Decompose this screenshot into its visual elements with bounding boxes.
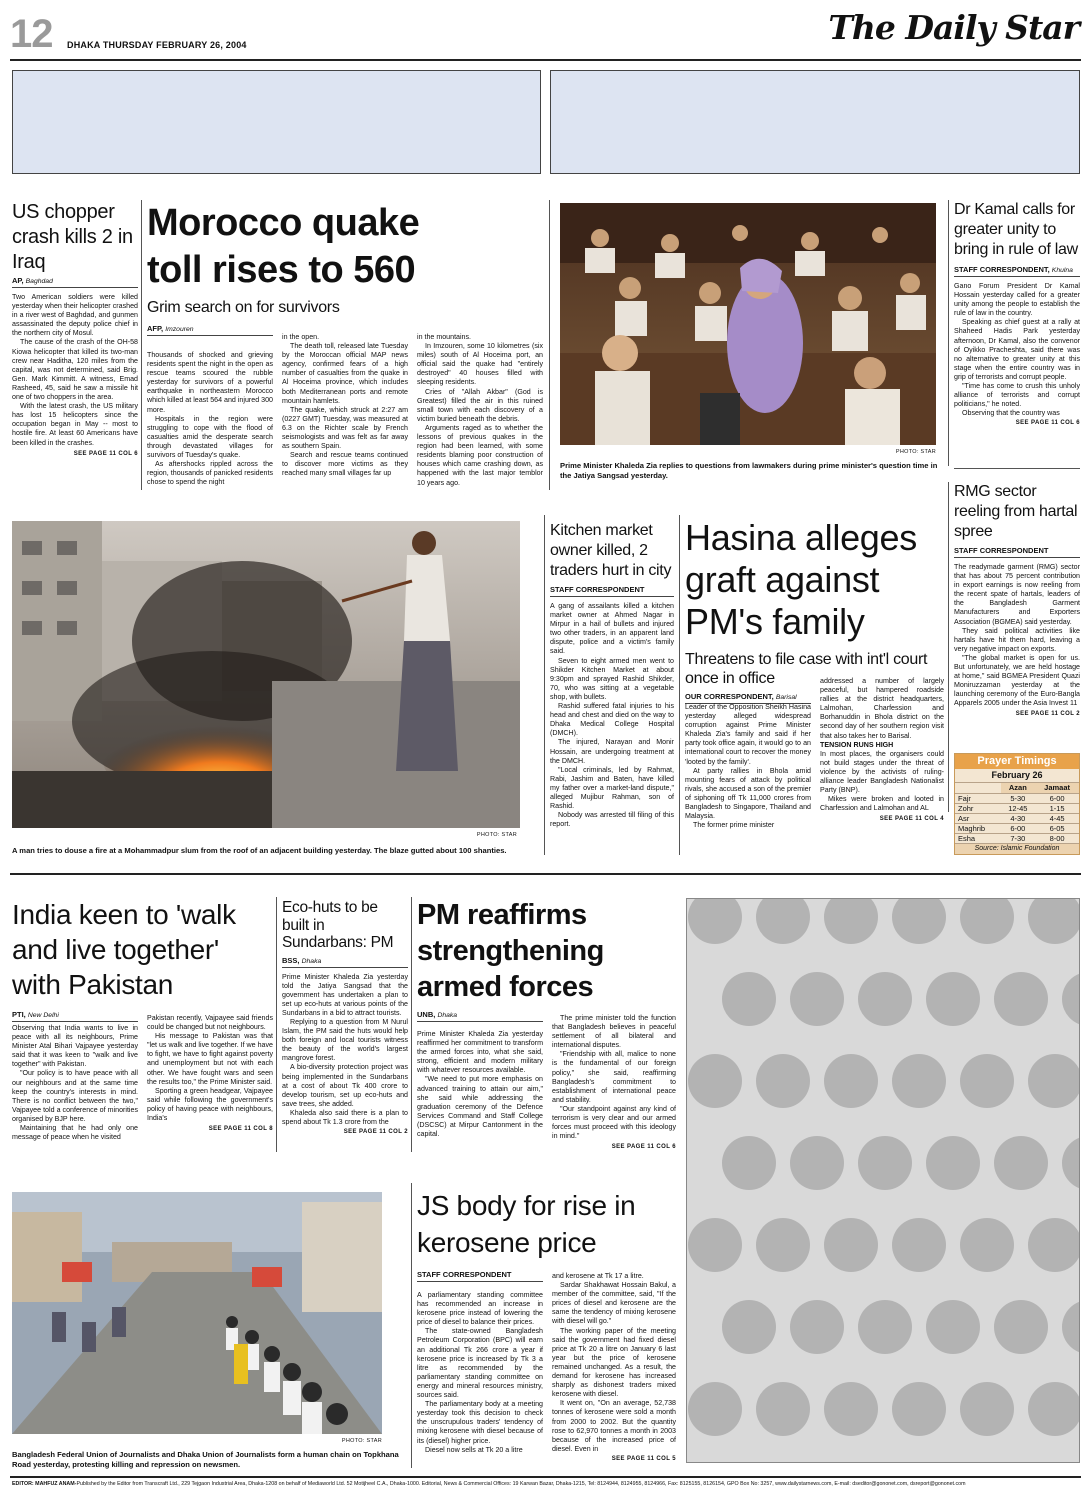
column-rule bbox=[948, 482, 949, 812]
column-rule bbox=[948, 200, 949, 466]
column-rule bbox=[679, 515, 680, 855]
headline: PM reaffirms strengthening armed forces bbox=[417, 899, 604, 1003]
headline: US chopper crash kills 2 in Iraq bbox=[12, 201, 133, 273]
paragraph: Replying to a question from M Nurul Islam, the PM said the huts would help both foreign and local tourists witness the beauty of the world's largest mangrove forest. bbox=[282, 1017, 408, 1063]
hasina-col2 bbox=[820, 677, 944, 825]
paragraph: The cause of the crash of the OH-58 Kiowa helicopter that killed its two-man crew near Haditha, 120 miles from the capital, was not determined, said Brig. Gen. Mark Kimmitt. A witness, Emad Rasheed, 45, said he saw a missile hit one of two choppers in the area. bbox=[12, 338, 138, 402]
prayer-timings-box bbox=[954, 753, 1080, 855]
dot bbox=[756, 899, 810, 944]
dot bbox=[688, 1218, 742, 1272]
dot bbox=[1028, 1382, 1080, 1436]
headline: Morocco quake toll rises to 560 bbox=[147, 202, 420, 291]
paragraph: At party rallies in Bhola amid mounting fears of attack by political rivals, she accused a son of the premier of siphoning off Tk 11,000 crores from Bangladesh to Singapore, Thailand and Malaysia. bbox=[685, 766, 811, 821]
paragraph: The working paper of the meeting said the government had fixed diesel price at Tk 20 a litre on January 6 last year but the price of kerosene remained unchanged. As a result, the demand for kerosene has increased sharply as dishonest traders mixed kerosene with diesel. bbox=[552, 1326, 676, 1399]
dot bbox=[926, 1136, 980, 1190]
prayer-source: Source: Islamic Foundation bbox=[955, 844, 1079, 854]
jamaat-time: 6-05 bbox=[1035, 823, 1079, 833]
paragraph: It went on, "On an average, 52,738 tonnes of kerosene were sold a month from 2000 to 2002. But the quantity rose to 62,970 tonnes a month in 2003 because of the increased price of diesel. Even in bbox=[552, 1399, 676, 1453]
continued-link[interactable]: SEE PAGE 11 COL 6 bbox=[611, 1144, 676, 1151]
dot bbox=[960, 1054, 1014, 1108]
azan-time: 12-45 bbox=[1001, 803, 1036, 813]
headline: Kitchen market owner killed, 2 traders hurt in city bbox=[550, 522, 672, 579]
dot bbox=[1062, 1136, 1080, 1190]
dot bbox=[790, 972, 844, 1026]
paragraph: addressed a number of largely peaceful, but hampered roadside rallies at the district headquarters, Lalmohan, Charfession and Borhanuddin in Bhola district on the second day of her southern region visit that also takes her to Barisal. bbox=[820, 677, 944, 740]
paragraph: The former prime minister bbox=[693, 821, 775, 830]
story-eco-huts bbox=[282, 899, 408, 1135]
byline bbox=[12, 1010, 138, 1022]
imprint-text: Published by the Editor from Transcraft Ltd., 229 Tejgaon Industrial Area, Dhaka-1208 on behalf of Mediaworld Ltd. 52 Motijheel C.A., Dhaka-1000. Editorial, News & Commercial Offices: 19 Karwan Bazar, Dhaka-1215, Tel: 8124944, 8124955, 8124966, Fax: 8125155, 8126154, GPO Box No: 3257, www.dailystarnews.com, E-mail: dseditor@gononet.com, dsreport@gononet.com bbox=[76, 1481, 966, 1487]
paragraph: In Imzouren, some 10 kilometres (six miles) south of Al Hoceima port, an official said the quake had "entirely destroyed" 40 houses filled with sleeping residents. bbox=[417, 342, 543, 387]
paragraph: Maintaining that he had only one message of peace when he visited bbox=[12, 1124, 138, 1142]
dot bbox=[858, 972, 912, 1026]
story-body bbox=[954, 282, 1080, 418]
blank bbox=[955, 783, 1001, 793]
continued-link[interactable]: SEE PAGE 11 COL 2 bbox=[343, 1129, 408, 1136]
paragraph: Prime Minister Khaleda Zia yesterday reaffirmed her commitment to transform the armed forces into, what she said, strong, efficient and modern military with whatever resources available. bbox=[417, 1030, 543, 1075]
paragraph: Two American soldiers were killed yesterday when their helicopter crashed in a river west of Baghdad, and gunmen assassinated the deputy police chief in the northern city of Mosul. bbox=[12, 293, 138, 338]
paragraph: The parliamentary body at a meeting yesterday took this decision to check the unscrupulous traders' tendency of mixing kerosene with diesel because of its (diesel) higher price. bbox=[417, 1400, 543, 1445]
paragraph: and kerosene at Tk 17 a litre. bbox=[552, 1272, 644, 1280]
paragraph: Thousands of shocked and grieving residents spent the night in the open as rescue teams scoured the rubble yesterday for survivors of a powerful earthquake in northeastern Morocco which killed at least 564 and injured 300 more. bbox=[147, 351, 273, 414]
dot bbox=[688, 899, 742, 944]
morocco-col3 bbox=[417, 333, 543, 488]
story-body bbox=[954, 563, 1080, 709]
dot bbox=[858, 1136, 912, 1190]
india-col2 bbox=[147, 1014, 273, 1134]
azan-time: 4-30 bbox=[1001, 813, 1036, 823]
paragraph: Rashid suffered fatal injuries to his head and chest and died on the way to Dhaka Medical College Hospital (DMCH). bbox=[550, 702, 674, 738]
forces-col2 bbox=[552, 1014, 676, 1152]
byline bbox=[12, 276, 138, 288]
story-body bbox=[282, 973, 408, 1128]
paragraph: Observing that India wants to live in peace with all its neighbours, Prime Minister Atal Bihari Vajpayee yesterday said that it was keen to "walk and live together" with Pakistan. bbox=[12, 1024, 138, 1069]
agency: AFP, bbox=[147, 324, 164, 333]
paragraph: A bio-diversity protection project was being implemented in the Sundarbans at a cost of about Tk 400 crore to develop tourism, set up eco-huts and save trees, she added. bbox=[282, 1063, 408, 1108]
photo-caption: Prime Minister Khaleda Zia replies to questions from lawmakers during prime minister's question time in the Jatiya Sangsad yesterday. bbox=[560, 461, 938, 480]
prayer-name: Zohr bbox=[955, 803, 1001, 813]
dot bbox=[722, 1300, 776, 1354]
story-india bbox=[12, 897, 272, 1022]
dot bbox=[824, 899, 878, 944]
dot bbox=[722, 1136, 776, 1190]
dot bbox=[756, 1218, 810, 1272]
story-us-chopper bbox=[12, 200, 138, 457]
story-rmg bbox=[954, 482, 1080, 717]
forces-col1 bbox=[417, 1030, 543, 1139]
paragraph: Khaleda also said there is a plan to spend about Tk 1.3 crore from the bbox=[282, 1108, 408, 1126]
photo-credit: PHOTO: STAR bbox=[341, 1438, 382, 1444]
byline bbox=[147, 324, 273, 336]
agency: AP, bbox=[12, 276, 24, 285]
byline: STAFF CORRESPONDENT bbox=[954, 546, 1080, 558]
location: Barisal bbox=[775, 694, 797, 701]
paragraph: in the mountains. bbox=[417, 333, 472, 341]
paragraph: Diesel now sells at Tk 20 a litre bbox=[425, 1445, 523, 1454]
paragraph: The readymade garment (RMG) sector that has about 75 percent contribution in export earnings is now reeling from the recent spate of hartals, leaders of the Bangladesh Garment Manufacturers and Exporters Association (BGMEA) said yesterday. bbox=[954, 563, 1080, 626]
dot bbox=[1028, 1218, 1080, 1272]
agency: OUR CORRESPONDENT, bbox=[685, 692, 774, 701]
crosshead: TENSION RUNS HIGH bbox=[820, 740, 894, 749]
paragraph: The state-owned Bangladesh Petroleum Corporation (BPC) will earn an additional Tk 266 crore a year if kerosene price is increased by Tk 3 a litre as recommended by the parliamentary standing committee on energy and mineral resources ministry, sources said. bbox=[417, 1327, 543, 1400]
headline: Eco-huts to be built in Sundarbans: PM bbox=[282, 899, 394, 951]
dot bbox=[756, 1054, 810, 1108]
prayer-name: Fajr bbox=[955, 793, 1001, 803]
fire-photo bbox=[12, 521, 520, 828]
jamaat-time: 6-00 bbox=[1035, 793, 1079, 803]
continued-link[interactable]: SEE PAGE 11 COL 5 bbox=[611, 1455, 676, 1462]
dot bbox=[858, 1300, 912, 1354]
story-kerosene bbox=[417, 1187, 679, 1282]
continued-link[interactable]: SEE PAGE 11 COL 6 bbox=[73, 450, 138, 457]
rule bbox=[954, 468, 1080, 469]
continued-link[interactable]: SEE PAGE 11 COL 6 bbox=[1015, 420, 1080, 427]
dot bbox=[960, 1218, 1014, 1272]
dot bbox=[892, 899, 946, 944]
paragraph: Mikes were broken and looted in Charfession and Lalmohan and AL bbox=[820, 795, 944, 813]
azan-time: 7-30 bbox=[1001, 833, 1036, 843]
dot bbox=[926, 972, 980, 1026]
morocco-col2 bbox=[282, 333, 408, 479]
byline: STAFF CORRESPONDENT bbox=[417, 1270, 543, 1282]
location: New Delhi bbox=[27, 1012, 59, 1019]
paragraph: "Our policy is to have peace with all our neighbours and at the same time keep the country's interests in mind. There is no conflict between the two," Vajpayee told a conference of minorities organised by BJP here. bbox=[12, 1069, 138, 1123]
prayer-row bbox=[955, 813, 1079, 823]
parliament-photo bbox=[560, 203, 936, 445]
story-kitchen-market bbox=[550, 521, 674, 829]
azan-time: 5-30 bbox=[1001, 793, 1036, 803]
dot bbox=[824, 1054, 878, 1108]
kerosene-col2 bbox=[552, 1272, 676, 1464]
photo-credit: PHOTO: STAR bbox=[895, 449, 936, 455]
dot bbox=[1062, 1300, 1080, 1354]
jamaat-time: 1-15 bbox=[1035, 803, 1079, 813]
hasina-col1 bbox=[685, 703, 811, 830]
prayer-date: February 26 bbox=[955, 769, 1079, 783]
paragraph: "We need to put more emphasis on advanced training to attain our aim," she said while addressing the graduation ceremony of the Defence Services Command and Staff College (DSCSC) at Mirpur Cantonment in the capital. bbox=[417, 1075, 543, 1139]
byline: STAFF CORRESPONDENT bbox=[550, 585, 674, 597]
paragraph: Seven to eight armed men went to Shikder Kitchen Market at about 9:30pm and sprayed Rashid Shikder, 70, who was sitting at a vegetable shop, with bullets. bbox=[550, 656, 674, 701]
agency: PTI, bbox=[12, 1010, 26, 1019]
paragraph: Leader of the Opposition Sheikh Hasina yesterday alleged widespread corruption against Prime Minister Khaleda Zia's family and said if her party took office again, it would go to an international court to recover the money 'looted by the family'. bbox=[685, 703, 811, 766]
prayer-row bbox=[955, 803, 1079, 813]
dot bbox=[756, 1382, 810, 1436]
dot bbox=[892, 1054, 946, 1108]
prayer-table bbox=[955, 783, 1079, 844]
agency: UNB, bbox=[417, 1010, 436, 1019]
location: Dhaka bbox=[301, 957, 322, 965]
dot bbox=[1028, 1054, 1080, 1108]
paragraph: Nobody was arrested till filing of this report. bbox=[550, 811, 674, 829]
paragraph: Hospitals in the region were struggling to cope with the flood of casualties amid the desperate search through devastated villages for survivors of Tuesday's quake. bbox=[147, 414, 273, 460]
kerosene-col1 bbox=[417, 1291, 543, 1455]
continued-link[interactable]: SEE PAGE 11 COL 4 bbox=[879, 816, 944, 823]
paragraph: The prime minister told the function that Bangladesh believes in peaceful settlement of all bilateral and international disputes. bbox=[552, 1014, 676, 1050]
col-jamaat: Jamaat bbox=[1035, 783, 1079, 793]
dot bbox=[824, 1218, 878, 1272]
paragraph: Arguments raged as to whether the lessons of previous quakes in the region had been learned, with some residents blaming poor construction of houses which came crashing down, as happened with the last major temblor 10 years ago. bbox=[417, 423, 543, 487]
paragraph: "Local criminals, led by Rahmat, Rabi, Jashim and Baten, have killed my father over a market-land dispute," alleged Mujibur Rahman, son of Rashid. bbox=[550, 765, 674, 811]
column-rule bbox=[411, 897, 412, 1152]
paragraph: A parliamentary standing committee has recommended an increase in kerosene price instead of lowering the price of diesel to balance their prices. bbox=[417, 1291, 543, 1327]
paragraph: Cries of "Allah Akbar" (God is Greatest) filled the air in this ruined small town with each discovery of a victim buried beneath the debris. bbox=[417, 387, 543, 423]
page-number: 12 bbox=[10, 12, 53, 56]
headline: RMG sector reeling from hartal spree bbox=[954, 483, 1078, 540]
paragraph: A gang of assailants killed a kitchen market owner at Ahmed Nagar in Mirpur in a hail of bullets and injured two other traders, in an apparent land dispute, police and a victim's family said. bbox=[550, 602, 674, 656]
column-rule bbox=[411, 1183, 412, 1468]
agency: STAFF CORRESPONDENT, bbox=[954, 265, 1050, 274]
story-morocco bbox=[147, 200, 543, 336]
paragraph: Prime Minister Khaleda Zia yesterday told the Jatiya Sangsad that the government has undertaken a plan to set up eco-huts at various points of the Sundarbans in a bid to attract tourists. bbox=[282, 972, 408, 1017]
location: Dhaka bbox=[437, 1012, 458, 1019]
subhead: Grim search on for survivors bbox=[147, 299, 340, 316]
paragraph: The quake, which struck at 2:27 am (0227 GMT) Tuesday, was measured at 6.3 on the Richter scale by French seismologists and was felt as far away as southern Spain. bbox=[282, 405, 408, 451]
imprint-line bbox=[12, 1480, 1082, 1488]
azan-time: 6-00 bbox=[1001, 823, 1036, 833]
prayer-row bbox=[955, 833, 1079, 843]
location: Imzouren bbox=[165, 326, 194, 333]
footer-rule bbox=[10, 1476, 1081, 1478]
location: Khulna bbox=[1051, 267, 1073, 274]
headline: India keen to 'walk and live together' with Pakistan bbox=[12, 899, 236, 1000]
paragraph: In most places, the organisers could not build stages under the threat of violence by the activists of ruling-alliance leader Bangladesh Nationalist Party (BNP). bbox=[820, 749, 944, 795]
paragraph: The death toll, released late Tuesday by the Moroccan official MAP news agency, confirmed fears of a high number of casualties from the quake in Al Hoceima province, which includes both Mediterranean ports and remote mountain hamlets. bbox=[282, 342, 408, 405]
column-rule bbox=[549, 200, 550, 490]
dot bbox=[790, 1300, 844, 1354]
byline bbox=[954, 265, 1080, 277]
agency: BSS, bbox=[282, 955, 300, 965]
dot bbox=[688, 1054, 742, 1108]
continued-link[interactable]: SEE PAGE 11 COL 2 bbox=[1015, 710, 1080, 717]
dot bbox=[994, 1300, 1048, 1354]
paragraph: With the latest crash, the US military has lost 15 helicopters since the occupation began in May -- most to hostile fire. At least 60 Americans have been killed in the crashes. bbox=[12, 402, 138, 447]
paragraph: Gano Forum President Dr Kamal Hossain yesterday called for a greater unity among the people to establish the rule of law in the country. bbox=[954, 282, 1080, 318]
advert-left bbox=[12, 70, 541, 174]
story-armed-forces bbox=[417, 897, 677, 1022]
advert-right bbox=[550, 70, 1080, 174]
prayer-name: Maghrib bbox=[955, 823, 1001, 833]
subhead: Threatens to file case with int'l court once in office bbox=[685, 651, 928, 687]
editor-label: EDITOR: MAHFUZ ANAM- bbox=[12, 1481, 77, 1487]
dot bbox=[722, 972, 776, 1026]
dot-pattern bbox=[687, 899, 1080, 1463]
story-body bbox=[550, 602, 674, 829]
dot bbox=[994, 972, 1048, 1026]
paragraph: Sardar Shakhawat Hossain Bakul, a member of the committee, said, "If the prices of diesel and kerosene are the same the tendency of mixing kerosene with diesel will go." bbox=[552, 1281, 676, 1326]
human-chain-photo bbox=[12, 1192, 382, 1434]
paragraph: Sporting a green headgear, Vajpayee said while following the government's policy of having peace with neighbours, India's bbox=[147, 1086, 273, 1123]
jamaat-time: 4-45 bbox=[1035, 813, 1079, 823]
paragraph: "The global market is open for us. But unfortunately, we are held hostage at home," said BGMEA President Quazi Moniruzzaman yesterday at the launching ceremony of the Euro-Bangla Apparels 2005 under the Asia Invest 11 bbox=[954, 653, 1080, 708]
dot bbox=[1028, 899, 1080, 944]
byline bbox=[417, 1010, 543, 1022]
masthead: The Daily Star bbox=[828, 8, 1079, 47]
headline: Dr Kamal calls for greater unity to bring in rule of law bbox=[954, 201, 1078, 258]
advert-dots bbox=[686, 898, 1080, 1463]
headline: Hasina alleges graft against PM's family bbox=[685, 517, 917, 642]
byline bbox=[282, 956, 408, 968]
dot bbox=[994, 1136, 1048, 1190]
photo-caption: Bangladesh Federal Union of Journalists and Dhaka Union of Journalists form a human chain on Topkhana Road yesterday, protesting killing and repression on newsmen. bbox=[12, 1450, 399, 1469]
story-dr-kamal bbox=[954, 200, 1080, 426]
paragraph: "Friendship with all, malice to none is the fundamental of our foreign policy," she said, reaffirming Bangladesh's commitment to establishment of international peace and stability. bbox=[552, 1050, 676, 1104]
prayer-name: Asr bbox=[955, 813, 1001, 823]
story-hasina bbox=[685, 517, 945, 704]
dot bbox=[790, 1136, 844, 1190]
column-rule bbox=[141, 200, 142, 490]
header-rule bbox=[10, 59, 1081, 61]
headline: JS body for rise in kerosene price bbox=[417, 1190, 636, 1258]
paragraph: "Time has come to crush this unholy alliance of terrorists and corrupt politicians," he noted. bbox=[954, 382, 1080, 409]
photo-caption: A man tries to douse a fire at a Mohammadpur slum from the roof of an adjacent building yesterday. The blaze gutted about 100 shanties. bbox=[12, 846, 507, 855]
paragraph: Speaking as chief guest at a rally at Shaheed Hadis Park yesterday afternoon, Dr Kamal, also the convenor of Oyikko Pracheshta, said there was no alternative to greater unity at this stage when the entire country was in grip of terrorists and corrupt people. bbox=[954, 318, 1080, 381]
prayer-row bbox=[955, 823, 1079, 833]
dot bbox=[1062, 972, 1080, 1026]
section-rule bbox=[10, 873, 1081, 875]
paragraph: in the open. bbox=[282, 333, 320, 341]
prayer-name: Esha bbox=[955, 833, 1001, 843]
dot bbox=[960, 1382, 1014, 1436]
story-body bbox=[12, 293, 138, 448]
paragraph: As aftershocks rippled across the region, thousands of panicked residents chose to spend the night bbox=[147, 460, 273, 487]
jamaat-time: 8-00 bbox=[1035, 833, 1079, 843]
prayer-row bbox=[955, 793, 1079, 803]
prayer-title: Prayer Timings bbox=[955, 754, 1079, 769]
morocco-col1 bbox=[147, 351, 273, 487]
dot bbox=[892, 1218, 946, 1272]
dot bbox=[960, 899, 1014, 944]
paragraph: "Our standpoint against any kind of terrorism is very clear and our armed forces must proceed with this ideology in mind." bbox=[552, 1104, 676, 1141]
dateline: DHAKA THURSDAY FEBRUARY 26, 2004 bbox=[67, 40, 247, 50]
dot bbox=[892, 1382, 946, 1436]
india-col1 bbox=[12, 1024, 138, 1142]
paragraph: His message to Pakistan was that "let us walk and live together. If we have to fight, we have to fight against poverty and unemployment but not with each other. We have fought wars and seen the results too," the Prime Minister said. bbox=[147, 1032, 273, 1086]
paragraph: Pakistan recently, Vajpayee said friends could be changed but not neighbours. bbox=[147, 1014, 273, 1032]
location: Baghdad bbox=[25, 278, 53, 285]
paragraph: They said political activities like hartals have hit them hard, leaving a very negative impact on exports. bbox=[954, 626, 1080, 653]
dot bbox=[926, 1300, 980, 1354]
paragraph: The injured, Narayan and Monir Hossain, are undergoing treatment at the DMCH. bbox=[550, 738, 674, 765]
column-rule bbox=[544, 515, 545, 855]
paragraph: Observing that the country was bbox=[962, 409, 1060, 418]
photo-credit: PHOTO: STAR bbox=[476, 832, 517, 838]
col-azan: Azan bbox=[1001, 783, 1036, 793]
paragraph: Search and rescue teams continued to discover more victims as they reached many small villages far up bbox=[282, 451, 408, 478]
continued-link[interactable]: SEE PAGE 11 COL 8 bbox=[208, 1126, 273, 1133]
dot bbox=[688, 1382, 742, 1436]
column-rule bbox=[276, 897, 277, 1152]
dot bbox=[824, 1382, 878, 1436]
